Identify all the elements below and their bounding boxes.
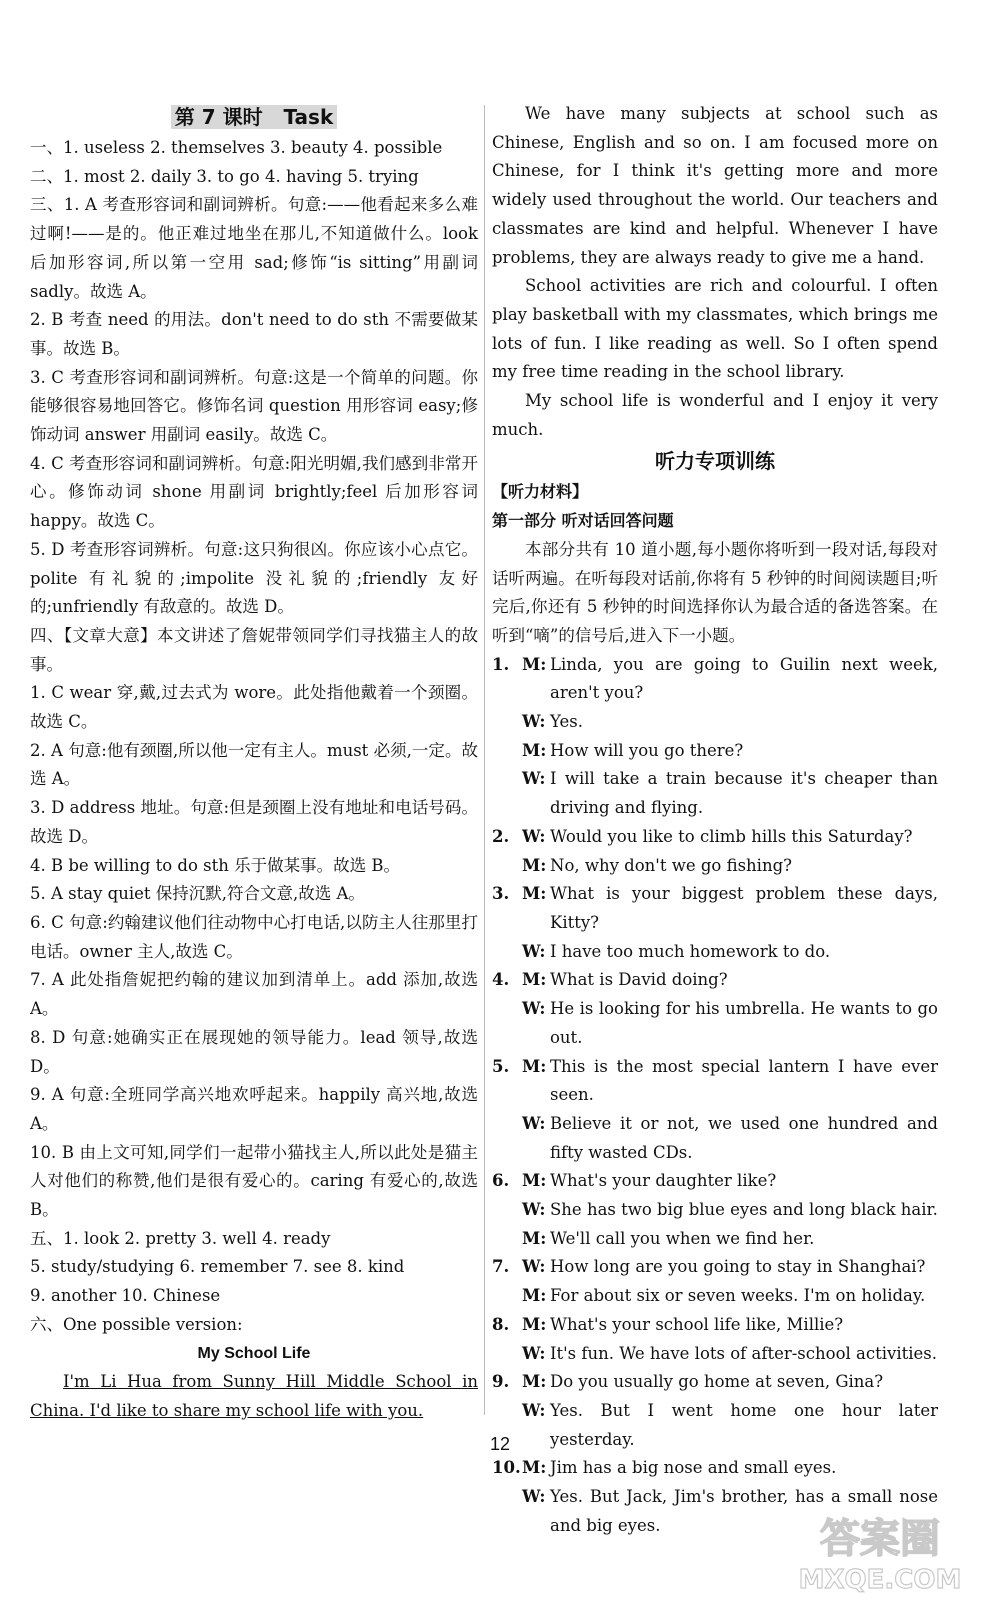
dialogue-line	[492, 995, 938, 1052]
speaker-label: W:	[522, 1257, 546, 1277]
essay-paragraph-2: We have many subjects at school such as Chinese, English and so on. I am focused more on Chinese, for I think it's getting more and more widely used throughout the world. Our teachers and classmates are kind and helpful. Whenever I have problems, they are always ready to give me a hand.	[492, 104, 938, 267]
dialogue-number	[492, 1196, 522, 1225]
left-column	[30, 100, 478, 1426]
speaker-label: M:	[522, 855, 547, 875]
speaker-label: W:	[522, 1343, 546, 1363]
answer-4-1: 1. C wear 穿,戴,过去式为 wore。此处指他戴着一个颈圈。故选 C。	[30, 683, 478, 732]
speaker-label: M:	[522, 1372, 547, 1392]
speaker-label: W:	[522, 1113, 546, 1133]
speaker-label: M:	[522, 1171, 547, 1191]
dialogue-item	[492, 1311, 938, 1368]
answer-5-line-3: 9. another 10. Chinese	[30, 1286, 221, 1306]
answer-4-9: 9. A 句意:全班同学高兴地欢呼起来。happily 高兴地,故选 A。	[30, 1085, 478, 1133]
answer-4-6: 6. C 句意:约翰建议他们往动物中心打电话,以防主人往那里打电话。owner 主人,故选 C。	[30, 912, 478, 961]
watermark-line-1: 答案圈	[820, 1516, 940, 1562]
speaker-label: M:	[522, 1056, 547, 1076]
essay-paragraph-4: My school life is wonderful and I enjoy it very much.	[492, 391, 938, 439]
dialogue-text: For about six or seven weeks. I'm on holiday.	[550, 1286, 926, 1306]
dialogue-line	[492, 1110, 938, 1167]
dialogue-number: 5.	[492, 1056, 510, 1076]
dialogue-number: 1.	[492, 654, 510, 674]
dialogue-line	[492, 1053, 938, 1110]
answer-4-2: 2. A 句意:他有颈圈,所以他一定有主人。must 必须,一定。故选 A。	[30, 740, 478, 789]
dialogue-text: Yes. But I went home one hour later yesterday.	[550, 1400, 938, 1449]
answer-line-2: 二、1. most 2. daily 3. to go 4. having 5. trying	[30, 166, 419, 186]
answer-3-4: 4. C 考查形容词和副词辨析。句意:阳光明媚,我们感到非常开心。修饰动词 shone 用副词 brightly;feel 后加形容词 happy。故选 C。	[30, 453, 478, 531]
dialogue-line	[492, 651, 938, 708]
dialogue-text: He is looking for his umbrella. He wants to go out.	[550, 999, 938, 1047]
right-column	[492, 100, 938, 1540]
dialogue-number	[492, 1110, 522, 1167]
speaker-label: M:	[522, 1286, 547, 1306]
part1-instructions: 本部分共有 10 道小题,每小题你将听到一段对话,每段对话听两遍。在听每段对话前,你将有 5 秒钟的时间阅读题目;听完后,你还有 5 秒钟的时间选择你认为最合适的备选答案。在听到“嘀”的信号后,进入下一小题。	[492, 539, 938, 645]
answer-4-8: 8. D 句意:她确实正在展现她的领导能力。lead 领导,故选 D。	[30, 1027, 478, 1076]
answer-4-4: 4. B be willing to do sth 乐于做某事。故选 B。	[30, 855, 400, 875]
dialogue-line	[492, 1225, 938, 1254]
answer-4-5: 5. A stay quiet 保持沉默,符合文意,故选 A。	[30, 884, 365, 904]
dialogue-line	[492, 765, 938, 822]
speaker-label: M:	[522, 654, 547, 674]
dialogue-list	[492, 651, 938, 1541]
dialogue-number	[492, 852, 522, 881]
dialogue-text: How will you go there?	[550, 740, 744, 760]
dialogue-text: I have too much homework to do.	[550, 941, 831, 961]
part1-label: 第一部分 听对话回答问题	[492, 511, 674, 531]
essay-paragraph-3: School activities are rich and colourful. I often play basketball with my classmates, which brings me lots of fun. I like reading as well. So I often spend my free time reading in the school library.	[492, 276, 938, 382]
essay-title: My School Life	[197, 1344, 311, 1362]
dialogue-line	[492, 852, 938, 881]
speaker-label: W:	[522, 1200, 546, 1220]
dialogue-number	[492, 1282, 522, 1311]
answer-3-2: 2. B 考查 need 的用法。don't need to do sth 不需要做某事。故选 B。	[30, 310, 478, 358]
dialogue-line	[492, 1368, 938, 1397]
dialogue-item	[492, 1167, 938, 1253]
dialogue-line	[492, 880, 938, 937]
speaker-label: W:	[522, 712, 546, 732]
answer-5-line-1: 五、1. look 2. pretty 3. well 4. ready	[30, 1228, 331, 1248]
answer-3-1: 三、1. A 考查形容词和副词辨析。句意:——他看起来多么难过啊!——是的。他正难过地坐在那儿,不知道做什么。look 后加形容词,所以第一空用 sad;修饰“is sitting”用副词 sadly。故选 A。	[30, 195, 478, 301]
answer-line-1: 一、1. useless 2. themselves 3. beauty 4. possible	[30, 138, 443, 157]
dialogue-number: 10.	[492, 1458, 521, 1478]
essay-paragraph-1: I'm Li Hua from Sunny Hill Middle School in China. I'd like to share my school life with you.	[30, 1372, 478, 1420]
answer-3-5: 5. D 考查形容词辨析。句意:这只狗很凶。你应该小心点它。polite 有礼貌的;impolite 没礼貌的;friendly 友好的;unfriendly 有敌意的。故选 D。	[30, 539, 478, 617]
answer-4-3: 3. D address 地址。句意:但是颈圈上没有地址和电话号码。故选 D。	[30, 798, 478, 846]
speaker-label: W:	[522, 999, 546, 1019]
dialogue-line	[492, 823, 938, 852]
dialogue-text: Would you like to climb hills this Saturday?	[550, 826, 913, 846]
listening-title: 听力专项训练	[655, 449, 775, 474]
page-number: 12	[489, 1434, 511, 1454]
dialogue-line	[492, 966, 938, 995]
dialogue-text: Do you usually go home at seven, Gina?	[550, 1372, 884, 1392]
dialogue-text: Jim has a big nose and small eyes.	[550, 1458, 837, 1478]
dialogue-text: Believe it or not, we used one hundred and fifty wasted CDs.	[550, 1113, 938, 1162]
answer-3-3: 3. C 考查形容词和副词辨析。句意:这是一个简单的问题。你能够很容易地回答它。修饰名词 question 用形容词 easy;修饰动词 answer 用副词 easily。故选 C。	[30, 367, 478, 445]
dialogue-text: What is your biggest problem these days, Kitty?	[550, 884, 938, 932]
speaker-label: W:	[522, 769, 546, 789]
speaker-label: W:	[522, 826, 546, 846]
dialogue-number	[492, 737, 522, 766]
dialogue-line	[492, 938, 938, 967]
speaker-label: M:	[522, 1314, 547, 1334]
dialogue-text: I will take a train because it's cheaper than driving and flying.	[550, 769, 938, 818]
dialogue-number	[492, 995, 522, 1052]
answer-4-10: 10. B 由上文可知,同学们一起带小猫找主人,所以此处是猫主人对他们的称赞,他们是很有爱心的。caring 有爱心的,故选 B。	[30, 1142, 478, 1220]
dialogue-line	[492, 1340, 938, 1369]
dialogue-line	[492, 1454, 938, 1483]
dialogue-number: 6.	[492, 1171, 510, 1191]
answer-5-line-2: 5. study/studying 6. remember 7. see 8. kind	[30, 1257, 405, 1277]
dialogue-text: Yes.	[550, 712, 583, 732]
dialogue-item	[492, 823, 938, 880]
dialogue-number: 9.	[492, 1372, 510, 1392]
dialogue-item	[492, 1053, 938, 1168]
speaker-label: W:	[522, 1400, 546, 1420]
dialogue-number	[492, 938, 522, 967]
dialogue-number: 2.	[492, 826, 510, 846]
dialogue-item	[492, 1253, 938, 1310]
speaker-label: M:	[522, 740, 547, 760]
section-4-intro: 四、【文章大意】本文讲述了詹妮带领同学们寻找猫主人的故事。	[30, 625, 478, 674]
dialogue-number	[492, 1340, 522, 1369]
dialogue-line	[492, 708, 938, 737]
speaker-label: M:	[522, 970, 547, 990]
dialogue-text: What's your school life like, Millie?	[550, 1314, 844, 1334]
dialogue-number	[492, 765, 522, 822]
dialogue-number	[492, 1483, 522, 1540]
dialogue-text: This is the most special lantern I have ever seen.	[550, 1056, 938, 1105]
dialogue-item	[492, 651, 938, 823]
dialogue-text: It's fun. We have lots of after-school activities.	[550, 1343, 938, 1363]
speaker-label: W:	[522, 941, 546, 961]
dialogue-text: What's your daughter like?	[550, 1171, 777, 1191]
material-label: 【听力材料】	[492, 482, 589, 502]
dialogue-number: 3.	[492, 884, 510, 904]
dialogue-number	[492, 1225, 522, 1254]
dialogue-text: We'll call you when we find her.	[550, 1228, 815, 1248]
dialogue-number: 7.	[492, 1257, 510, 1277]
dialogue-line	[492, 737, 938, 766]
dialogue-text: What is David doing?	[550, 970, 728, 990]
dialogue-text: No, why don't we go fishing?	[550, 855, 792, 875]
dialogue-item	[492, 966, 938, 1052]
dialogue-number: 8.	[492, 1314, 510, 1334]
dialogue-line	[492, 1253, 938, 1282]
speaker-label: W:	[522, 1487, 546, 1507]
dialogue-text: She has two big blue eyes and long black hair.	[550, 1200, 938, 1220]
column-divider	[484, 105, 485, 1415]
section-title	[30, 100, 478, 134]
dialogue-line	[492, 1167, 938, 1196]
section-title-text: 第 7 课时 Task	[171, 105, 338, 129]
answer-4-7: 7. A 此处指詹妮把约翰的建议加到清单上。add 添加,故选 A。	[30, 970, 478, 1019]
dialogue-item	[492, 880, 938, 966]
section-6-intro: 六、One possible version:	[30, 1314, 243, 1334]
dialogue-number	[492, 708, 522, 737]
speaker-label: M:	[522, 1458, 547, 1478]
dialogue-line	[492, 1196, 938, 1225]
dialogue-text: Yes. But Jack, Jim's brother, has a small nose and big eyes.	[550, 1487, 938, 1535]
dialogue-number: 4.	[492, 970, 510, 990]
watermark-line-2: MXQE.COM	[798, 1565, 962, 1594]
dialogue-line	[492, 1282, 938, 1311]
dialogue-text: How long are you going to stay in Shanghai?	[550, 1257, 926, 1277]
speaker-label: M:	[522, 884, 547, 904]
dialogue-line	[492, 1311, 938, 1340]
watermark-logo	[780, 1508, 980, 1594]
speaker-label: M:	[522, 1228, 547, 1248]
dialogue-text: Linda, you are going to Guilin next week, aren't you?	[550, 654, 938, 703]
